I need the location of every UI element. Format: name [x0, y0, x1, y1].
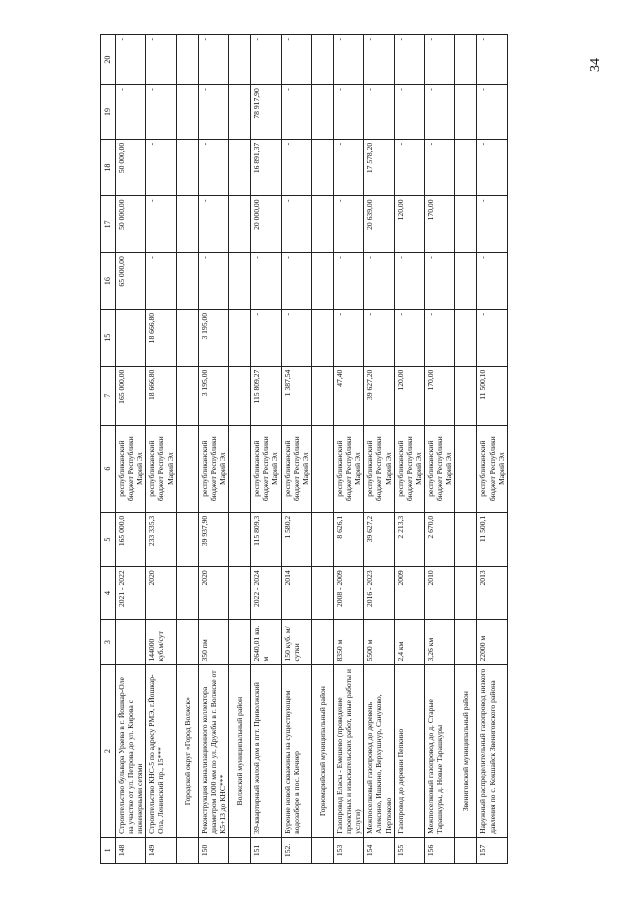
table-cell: 17 578,20	[364, 139, 394, 196]
table-cell: Газопровод Еласы - Емешево (проведение проектных и изыскательских работ, иные работы и услуги)	[333, 665, 363, 837]
table-cell: -	[364, 35, 394, 85]
table-cell: республиканский бюджет Республики Марий Эл	[251, 425, 281, 512]
group-empty-cell	[176, 139, 198, 196]
table-cell: 2020	[198, 567, 228, 619]
table-cell: 39 627,20	[364, 366, 394, 425]
table-cell: -	[477, 309, 507, 366]
group-heading-row	[311, 35, 333, 864]
table-cell: 144000 куб.м/сут	[146, 619, 176, 665]
group-empty-cell	[455, 85, 477, 140]
table-row	[333, 35, 363, 864]
table-cell: -	[333, 253, 363, 310]
table-cell: 11 500,10	[477, 366, 507, 425]
table-cell: -	[394, 253, 424, 310]
table-cell: 151	[251, 837, 281, 863]
table-cell: 3 195,00	[198, 366, 228, 425]
table-cell: -	[198, 196, 228, 253]
table-cell: Межпоселковый газопровод до деревень Алексино, Ишкино, Верхушнур, Сануково, Пертюково	[364, 665, 394, 837]
table-row	[198, 35, 228, 864]
group-heading-row	[229, 35, 251, 864]
group-empty-cell	[229, 196, 251, 253]
table-cell: 2009	[394, 567, 424, 619]
group-empty-cell	[229, 139, 251, 196]
table-cell: -	[281, 139, 311, 196]
table-cell: 152.	[281, 837, 311, 863]
table-cell: -	[424, 85, 454, 140]
table-cell: Строительство бульвара Ураева в г. Йошкар-Оле на участке от ул. Петрова до ул. Кирова с инженерными сетями	[116, 665, 146, 837]
group-empty-cell	[176, 253, 198, 310]
table-cell: 2 213,3	[394, 512, 424, 567]
table-body	[116, 35, 508, 864]
group-title: Городской округ «Город Волжск»	[176, 665, 198, 837]
group-empty-cell	[455, 567, 477, 619]
table-cell: 47,40	[333, 366, 363, 425]
table-cell: -	[477, 85, 507, 140]
group-empty-cell	[311, 512, 333, 567]
table-cell: 115 809,27	[251, 366, 281, 425]
table-cell: -	[146, 253, 176, 310]
table-cell: -	[198, 253, 228, 310]
table-cell: -	[198, 139, 228, 196]
table-cell: -	[477, 35, 507, 85]
table-cell: 155	[394, 837, 424, 863]
table-cell: -	[251, 309, 281, 366]
column-header: 17	[101, 196, 116, 253]
table-cell: 233 335,3	[146, 512, 176, 567]
group-empty-cell	[176, 366, 198, 425]
group-title: Горномарийский муниципальный район	[311, 665, 333, 837]
group-empty-cell	[311, 619, 333, 665]
table-row	[146, 35, 176, 864]
table-cell: -	[281, 85, 311, 140]
table-cell: 2016 - 2023	[364, 567, 394, 619]
table-cell: -	[198, 35, 228, 85]
group-empty-cell	[176, 35, 198, 85]
group-empty-cell	[176, 196, 198, 253]
table-header-row	[101, 35, 116, 864]
table-cell	[116, 619, 146, 665]
group-empty-cell	[455, 139, 477, 196]
table-cell: 18 666,80	[146, 309, 176, 366]
rotated-table-wrapper	[100, 34, 570, 864]
table-cell: -	[333, 85, 363, 140]
table-cell: республиканский бюджет Республики Марий Эл	[364, 425, 394, 512]
table-cell: 3 195,00	[198, 309, 228, 366]
group-empty-cell	[311, 35, 333, 85]
table-cell: республиканский бюджет Республики Марий Эл	[333, 425, 363, 512]
table-cell: 5500 м	[364, 619, 394, 665]
table-cell: 154	[364, 837, 394, 863]
table-cell: -	[116, 85, 146, 140]
group-empty-cell	[455, 309, 477, 366]
table-cell: -	[424, 35, 454, 85]
group-empty-cell	[311, 309, 333, 366]
group-number-cell	[455, 837, 477, 863]
group-empty-cell	[229, 425, 251, 512]
group-number-cell	[229, 837, 251, 863]
group-empty-cell	[176, 567, 198, 619]
table-row	[116, 35, 146, 864]
table-cell: -	[251, 253, 281, 310]
table-cell: республиканский бюджет Республики Марий Эл	[394, 425, 424, 512]
table-cell: 153	[333, 837, 363, 863]
table-row	[251, 35, 281, 864]
column-header: 1	[101, 837, 116, 863]
column-header: 7	[101, 366, 116, 425]
group-empty-cell	[311, 85, 333, 140]
group-empty-cell	[176, 85, 198, 140]
table-cell: 115 809,3	[251, 512, 281, 567]
table-cell: -	[424, 309, 454, 366]
table-cell: Газопровод до деревни Пепкино	[394, 665, 424, 837]
group-empty-cell	[229, 512, 251, 567]
table-cell: -	[116, 35, 146, 85]
group-empty-cell	[229, 567, 251, 619]
table-cell: 50 000,00	[116, 139, 146, 196]
table-cell: -	[251, 35, 281, 85]
group-number-cell	[176, 837, 198, 863]
group-empty-cell	[455, 619, 477, 665]
table-cell: 2640,01 кв. м	[251, 619, 281, 665]
table-cell: -	[364, 253, 394, 310]
column-header: 4	[101, 567, 116, 619]
table-cell: -	[281, 309, 311, 366]
table-cell: 2013	[477, 567, 507, 619]
table-cell: -	[477, 139, 507, 196]
table-cell: 2022 - 2024	[251, 567, 281, 619]
group-empty-cell	[311, 567, 333, 619]
table-cell: 78 917,90	[251, 85, 281, 140]
table-cell: -	[146, 35, 176, 85]
group-empty-cell	[311, 253, 333, 310]
group-empty-cell	[455, 425, 477, 512]
table-cell: 3,26 км	[424, 619, 454, 665]
table-cell: -	[146, 196, 176, 253]
table-cell: 165 000,00	[116, 366, 146, 425]
table-cell: республиканский бюджет Республики Марий Эл	[146, 425, 176, 512]
table-cell: 39 937,90	[198, 512, 228, 567]
table-cell: 148	[116, 837, 146, 863]
investment-table	[100, 34, 508, 864]
column-header: 20	[101, 35, 116, 85]
table-cell: 39 627,2	[364, 512, 394, 567]
table-cell: 350 пм	[198, 619, 228, 665]
table-cell: -	[477, 253, 507, 310]
table-cell: 65 000,00	[116, 253, 146, 310]
group-empty-cell	[229, 85, 251, 140]
table-cell: 120,00	[394, 196, 424, 253]
group-empty-cell	[455, 253, 477, 310]
table-cell: 2020	[146, 567, 176, 619]
table-cell: 18 666,80	[146, 366, 176, 425]
column-header: 16	[101, 253, 116, 310]
table-cell: -	[364, 309, 394, 366]
group-title: Волжский муниципальный район	[229, 665, 251, 837]
column-header: 2	[101, 665, 116, 837]
table-cell: 20 639,00	[364, 196, 394, 253]
group-empty-cell	[455, 196, 477, 253]
table-cell: 1 580,2	[281, 512, 311, 567]
group-title: Звениговский муниципальный район	[455, 665, 477, 837]
page-number: 34	[588, 58, 603, 72]
table-cell: -	[394, 309, 424, 366]
table-cell: 149	[146, 837, 176, 863]
table-cell: -	[146, 139, 176, 196]
table-cell: 170,00	[424, 366, 454, 425]
table-cell: Наружный распределительный газопровод низкого давления по с. Кокшайск Звениговского района	[477, 665, 507, 837]
group-number-cell	[311, 837, 333, 863]
group-heading-row	[455, 35, 477, 864]
table-cell: 50 000,00	[116, 196, 146, 253]
group-empty-cell	[176, 309, 198, 366]
table-cell: 1 387,54	[281, 366, 311, 425]
table-cell: республиканский бюджет Республики Марий Эл	[424, 425, 454, 512]
table-cell: 120,00	[394, 366, 424, 425]
group-empty-cell	[176, 425, 198, 512]
group-empty-cell	[311, 425, 333, 512]
group-empty-cell	[455, 366, 477, 425]
table-cell: 170,00	[424, 196, 454, 253]
table-cell: -	[198, 85, 228, 140]
table-cell: -	[394, 35, 424, 85]
table-cell: -	[281, 253, 311, 310]
table-row	[394, 35, 424, 864]
table-cell: 2014	[281, 567, 311, 619]
table-row	[364, 35, 394, 864]
group-empty-cell	[176, 512, 198, 567]
table-cell: -	[146, 85, 176, 140]
group-empty-cell	[311, 196, 333, 253]
table-cell: -	[281, 35, 311, 85]
column-header: 18	[101, 139, 116, 196]
table-cell: 16 891,37	[251, 139, 281, 196]
table-cell: Строительство КНС-5 по адресу РМЭ, г.Йошкар-Ола, Ленинский пр., 15***	[146, 665, 176, 837]
table-cell: 150	[198, 837, 228, 863]
group-empty-cell	[311, 139, 333, 196]
group-empty-cell	[311, 366, 333, 425]
table-cell: -	[477, 196, 507, 253]
table-cell: Бурение новой скважины на существующем водозаборе в пос. Кичиер	[281, 665, 311, 837]
table-cell: -	[333, 196, 363, 253]
table-cell: 39-квартирный жилой дом в пгт. Приволжский	[251, 665, 281, 837]
table-cell	[116, 309, 146, 366]
group-heading-row	[176, 35, 198, 864]
group-empty-cell	[229, 35, 251, 85]
column-header: 3	[101, 619, 116, 665]
table-cell: 157	[477, 837, 507, 863]
table-cell: 2010	[424, 567, 454, 619]
table-cell: -	[424, 253, 454, 310]
table-cell: Реконструкция канализационного коллектора диаметром 1000 мм по ул. Дружбы в г. Волжске от К5+13 до КНС***	[198, 665, 228, 837]
group-empty-cell	[229, 253, 251, 310]
table-cell: 156	[424, 837, 454, 863]
group-empty-cell	[455, 35, 477, 85]
table-cell: 22000 м	[477, 619, 507, 665]
table-cell: 8 626,1	[333, 512, 363, 567]
table-cell: 150 куб. м/сутки	[281, 619, 311, 665]
table-cell: 11 500,1	[477, 512, 507, 567]
group-empty-cell	[176, 619, 198, 665]
table-cell: 165 000,0	[116, 512, 146, 567]
group-empty-cell	[455, 512, 477, 567]
table-cell: 2,4 км	[394, 619, 424, 665]
table-cell: Межпоселковый газопровод до д. Старые Тарашкуры, д. Новые Тарашкуры	[424, 665, 454, 837]
table-cell: 8350 м	[333, 619, 363, 665]
table-cell: -	[424, 139, 454, 196]
table-cell: -	[394, 85, 424, 140]
table-cell: 2008 - 2009	[333, 567, 363, 619]
table-cell: 2021 - 2022	[116, 567, 146, 619]
column-header: 5	[101, 512, 116, 567]
group-empty-cell	[229, 366, 251, 425]
table-cell: -	[364, 85, 394, 140]
table-row	[281, 35, 311, 864]
group-empty-cell	[229, 619, 251, 665]
table-cell: -	[333, 139, 363, 196]
column-header: 19	[101, 85, 116, 140]
column-header: 15	[101, 309, 116, 366]
column-header: 6	[101, 425, 116, 512]
group-empty-cell	[229, 309, 251, 366]
table-cell: 20 000,00	[251, 196, 281, 253]
table-cell: -	[394, 139, 424, 196]
table-row	[424, 35, 454, 864]
table-cell: -	[333, 35, 363, 85]
table-cell: 2 670,0	[424, 512, 454, 567]
table-cell: республиканский бюджет Республики Марий Эл	[116, 425, 146, 512]
table-cell: республиканский бюджет Республики Марий Эл	[477, 425, 507, 512]
table-cell: -	[333, 309, 363, 366]
table-cell: республиканский бюджет Республики Марий Эл	[281, 425, 311, 512]
table-cell: республиканский бюджет Республики Марий Эл	[198, 425, 228, 512]
table-row	[477, 35, 507, 864]
table-cell: -	[281, 196, 311, 253]
